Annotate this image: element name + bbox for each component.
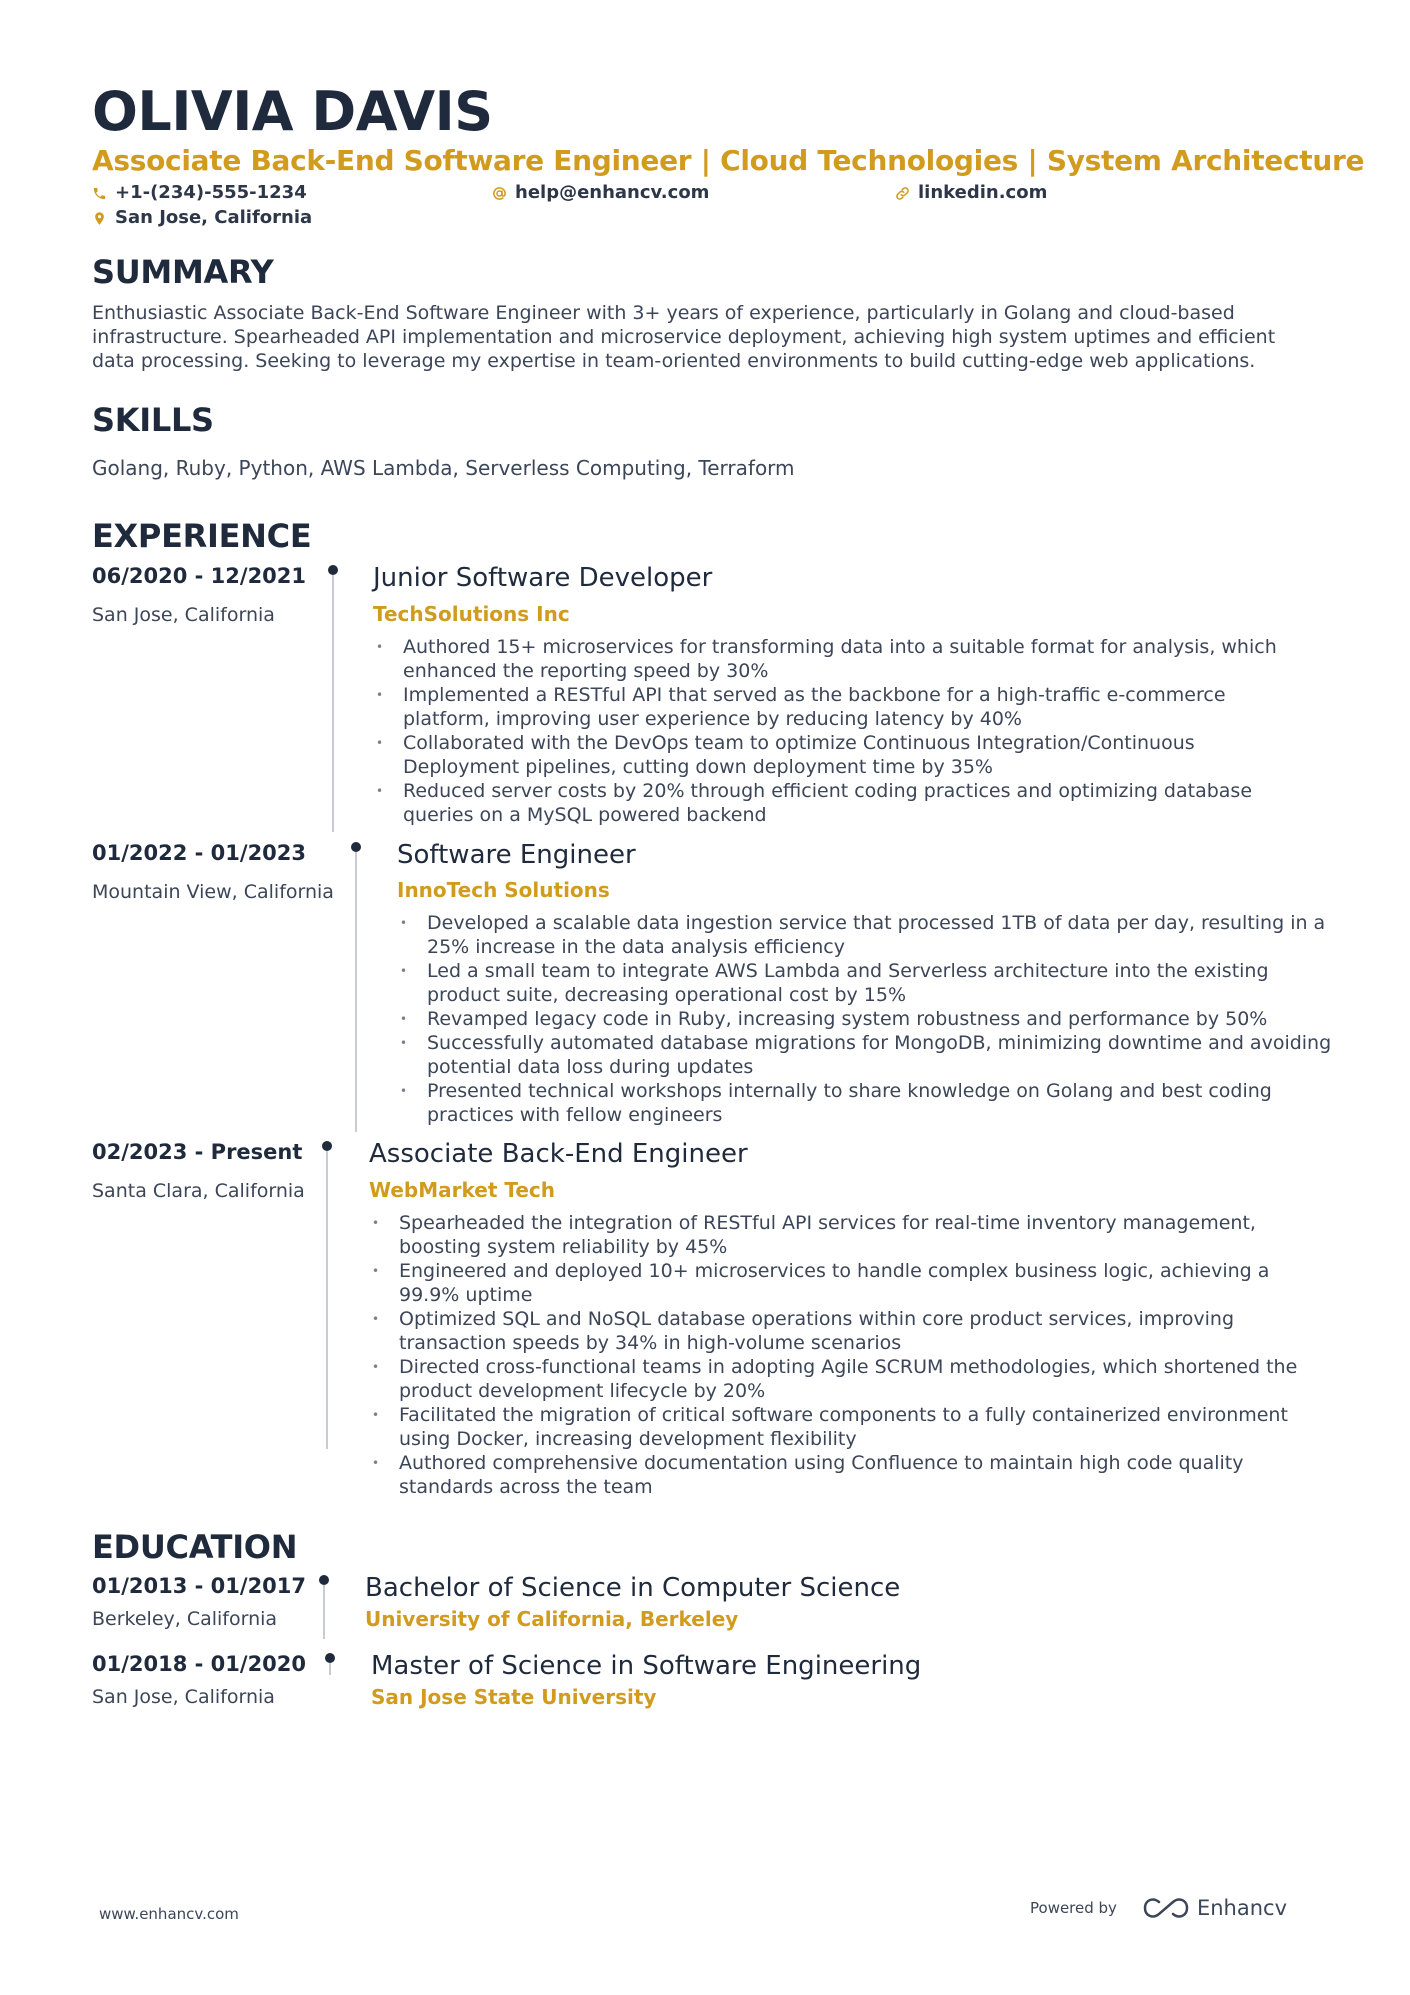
phone-icon <box>92 186 107 201</box>
timeline-line <box>323 1585 325 1639</box>
summary-text: Enthusiastic Associate Back-End Software Engineer with 3+ years of experience, particularly in Golang and cloud-based infrastructure. Spearheaded API implementation and microservice deployment, achieving high system uptimes and efficient data processing. Seeking to leverage my expertise in team-oriented environments to build cutting-edge web applications. <box>92 302 1276 372</box>
bullet-item: • Presented technical workshops internally to share knowledge on Golang and best coding practices with fellow engineers <box>397 1079 1332 1127</box>
education-date: 01/2018 - 01/2020 <box>92 1652 307 1676</box>
bullet-item: • Authored 15+ microservices for transforming data into a suitable format for analysis, which enhanced the reporting speed by 30% <box>373 635 1308 683</box>
job-location: Santa Clara, California <box>92 1180 305 1202</box>
bullet-item: • Directed cross-functional teams in adopting Agile SCRUM methodologies, which shortened the product development lifecycle by 20% <box>369 1355 1304 1403</box>
location-pin-icon <box>92 211 107 226</box>
job-title: Associate Back-End Engineer <box>369 1139 748 1169</box>
skills-heading: SKILLS <box>92 401 214 439</box>
bullet-item: • Engineered and deployed 10+ microservices to handle complex business logic, achieving a 99.9% uptime <box>369 1259 1304 1307</box>
experience-heading: EXPERIENCE <box>92 517 312 555</box>
bullet-item: • Successfully automated database migrations for MongoDB, minimizing downtime and avoiding potential data loss during updates <box>397 1031 1332 1079</box>
timeline-dot <box>351 842 361 852</box>
brand-name: Enhancv <box>1196 1896 1287 1920</box>
job-company: TechSolutions Inc <box>373 602 570 626</box>
bullet-item: • Authored comprehensive documentation using Confluence to maintain high code quality standards across the team <box>369 1451 1304 1499</box>
education-degree: Bachelor of Science in Computer Science <box>365 1573 901 1603</box>
education-degree: Master of Science in Software Engineering <box>371 1651 922 1681</box>
job-location: San Jose, California <box>92 604 275 626</box>
timeline-dot <box>319 1575 329 1585</box>
contact-phone <box>92 181 307 205</box>
education-location: Berkeley, California <box>92 1608 278 1630</box>
job-bullets <box>373 635 1308 827</box>
timeline-line <box>355 852 357 1132</box>
education-location: San Jose, California <box>92 1686 275 1708</box>
bullet-item: • Revamped legacy code in Ruby, increasing system robustness and performance by 50% <box>397 1007 1332 1031</box>
candidate-name: OLIVIA DAVIS <box>92 80 493 143</box>
timeline-line <box>329 1663 331 1675</box>
education-heading: EDUCATION <box>92 1528 298 1566</box>
candidate-headline: Associate Back-End Software Engineer | Cloud Technologies | System Architecture <box>92 144 1365 177</box>
enhancv-logo-icon <box>1143 1896 1189 1920</box>
bullet-item: • Developed a scalable data ingestion service that processed 1TB of data per day, resulting in a 25% increase in the data analysis efficiency <box>397 911 1332 959</box>
powered-by-label: Powered by <box>1030 1899 1117 1917</box>
timeline-dot <box>325 1653 335 1663</box>
location-text: San Jose, California <box>115 207 313 228</box>
education-school: San Jose State University <box>371 1685 657 1709</box>
job-title: Junior Software Developer <box>373 563 713 593</box>
email-text[interactable]: help@enhancv.com <box>515 182 710 203</box>
link-icon <box>895 186 910 201</box>
job-company: InnoTech Solutions <box>397 878 610 902</box>
brand-logo <box>1143 1896 1287 1920</box>
linkedin-text[interactable]: linkedin.com <box>918 182 1048 203</box>
footer-branding <box>1030 1896 1287 1920</box>
bullet-item: • Implemented a RESTful API that served as the backbone for a high-traffic e-commerce platform, improving user experience by reducing latency by 40% <box>373 683 1308 731</box>
bullet-item: • Optimized SQL and NoSQL database operations within core product services, improving transaction speeds by 34% in high-volume scenarios <box>369 1307 1304 1355</box>
job-date: 06/2020 - 12/2021 <box>92 564 307 588</box>
job-bullets <box>369 1211 1304 1499</box>
job-company: WebMarket Tech <box>369 1178 555 1202</box>
summary-heading: SUMMARY <box>92 253 274 291</box>
timeline-dot <box>322 1141 332 1151</box>
bullet-item: • Facilitated the migration of critical software components to a fully containerized environment using Docker, increasing development flexibility <box>369 1403 1304 1451</box>
timeline-line <box>332 575 334 832</box>
bullet-item: • Spearheaded the integration of RESTful API services for real-time inventory management, boosting system reliability by 45% <box>369 1211 1304 1259</box>
contact-email[interactable] <box>492 181 709 205</box>
job-date: 02/2023 - Present <box>92 1140 303 1164</box>
education-date: 01/2013 - 01/2017 <box>92 1574 307 1598</box>
bullet-item: • Led a small team to integrate AWS Lambda and Serverless architecture into the existing product suite, decreasing operational cost by 15% <box>397 959 1332 1007</box>
timeline-dot <box>328 565 338 575</box>
contact-linkedin[interactable] <box>895 181 1047 205</box>
job-bullets <box>397 911 1332 1127</box>
education-school: University of California, Berkeley <box>365 1607 739 1631</box>
phone-text: +1-(234)-555-1234 <box>115 182 307 203</box>
timeline-line <box>326 1151 328 1449</box>
at-icon <box>492 186 507 201</box>
job-title: Software Engineer <box>397 840 636 870</box>
bullet-item: • Reduced server costs by 20% through efficient coding practices and optimizing database queries on a MySQL powered backend <box>373 779 1308 827</box>
job-date: 01/2022 - 01/2023 <box>92 841 307 865</box>
job-location: Mountain View, California <box>92 881 334 903</box>
skills-text: Golang, Ruby, Python, AWS Lambda, Serverless Computing, Terraform <box>92 456 795 480</box>
footer-website[interactable]: www.enhancv.com <box>99 1905 239 1923</box>
bullet-item: • Collaborated with the DevOps team to optimize Continuous Integration/Continuous Deployment pipelines, cutting down deployment time by 35% <box>373 731 1308 779</box>
contact-location <box>92 206 312 230</box>
